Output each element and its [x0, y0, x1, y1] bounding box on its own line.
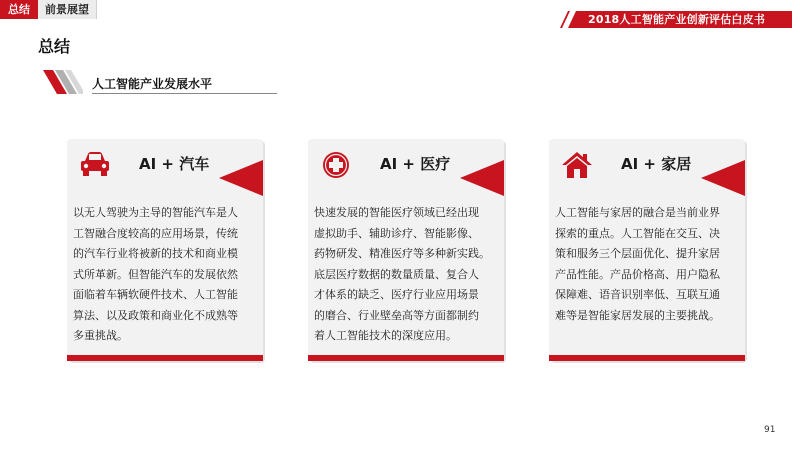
desc-line: 策和服务三个层面优化、提升家居: [555, 247, 720, 260]
desc-line: 探索的重点。人工智能在交互、决: [555, 226, 720, 240]
card-triangle-decor: [701, 160, 745, 196]
desc-line: 的磨合、行业壁垒高等方面都制约: [314, 308, 479, 322]
section-marker-icon: [43, 70, 83, 96]
banner-title: 2018人工智能产业创新评估白皮书: [588, 13, 766, 26]
report-banner: [560, 11, 792, 28]
card-accent-bar: [67, 355, 263, 361]
page-number: 91: [764, 425, 776, 435]
tab-summary[interactable]: 总结: [0, 0, 38, 19]
desc-line: 算法、以及政策和商业化不成熟等: [73, 308, 238, 322]
card-triangle-decor: [460, 160, 504, 196]
card-accent-bar: [549, 355, 745, 361]
desc-line: 面临着车辆软硬件技术、人工智能: [73, 288, 238, 301]
page-title: 总结: [38, 37, 71, 56]
card-description: [73, 203, 259, 347]
card-description: [314, 203, 500, 347]
desc-line: 人工智能与家居的融合是当前业界: [555, 206, 720, 219]
card-description: [555, 203, 741, 326]
desc-line: 保障难、语音识别率低、互联互通: [555, 288, 720, 301]
desc-line: 底层医疗数据的数量质量、复合人: [314, 267, 479, 281]
desc-line: 药物研发、精准医疗等多种新实践。: [314, 247, 490, 260]
card-title: AI + 汽车: [139, 155, 210, 173]
card-ai-auto: [67, 139, 263, 361]
desc-line: 才体系的缺乏、医疗行业应用场景: [314, 288, 479, 301]
card-ai-medical: [308, 139, 504, 361]
card-accent-bar: [308, 355, 504, 361]
car-icon: [79, 151, 111, 179]
card-title: AI + 家居: [621, 155, 692, 173]
card-triangle-decor: [219, 160, 263, 196]
desc-line: 以无人驾驶为主导的智能汽车是人: [73, 206, 238, 219]
medical-cross-icon: [320, 151, 352, 179]
section-divider: [92, 93, 277, 94]
card-title: AI + 医疗: [380, 155, 451, 173]
desc-line: 虚拟助手、辅助诊疗、智能影像、: [314, 226, 479, 240]
desc-line: 快速发展的智能医疗领域已经出现: [314, 206, 479, 219]
desc-line: 着人工智能技术的深度应用。: [314, 329, 457, 342]
desc-line: 难等是智能家居发展的主要挑战。: [555, 308, 720, 322]
desc-line: 的汽车行业将被新的技术和商业模: [73, 247, 238, 260]
top-tabs: [0, 0, 97, 19]
section-title: 人工智能产业发展水平: [92, 77, 213, 91]
tab-outlook[interactable]: 前景展望: [38, 0, 97, 19]
card-ai-home: [549, 139, 745, 361]
desc-line: 多重挑战。: [73, 329, 128, 342]
desc-line: 工智融合度较高的应用场景，传统: [73, 226, 238, 240]
desc-line: 产品性能。产品价格高、用户隐私: [555, 267, 720, 281]
desc-line: 式所革新。但智能汽车的发展依然: [73, 267, 238, 281]
home-icon: [561, 151, 593, 179]
